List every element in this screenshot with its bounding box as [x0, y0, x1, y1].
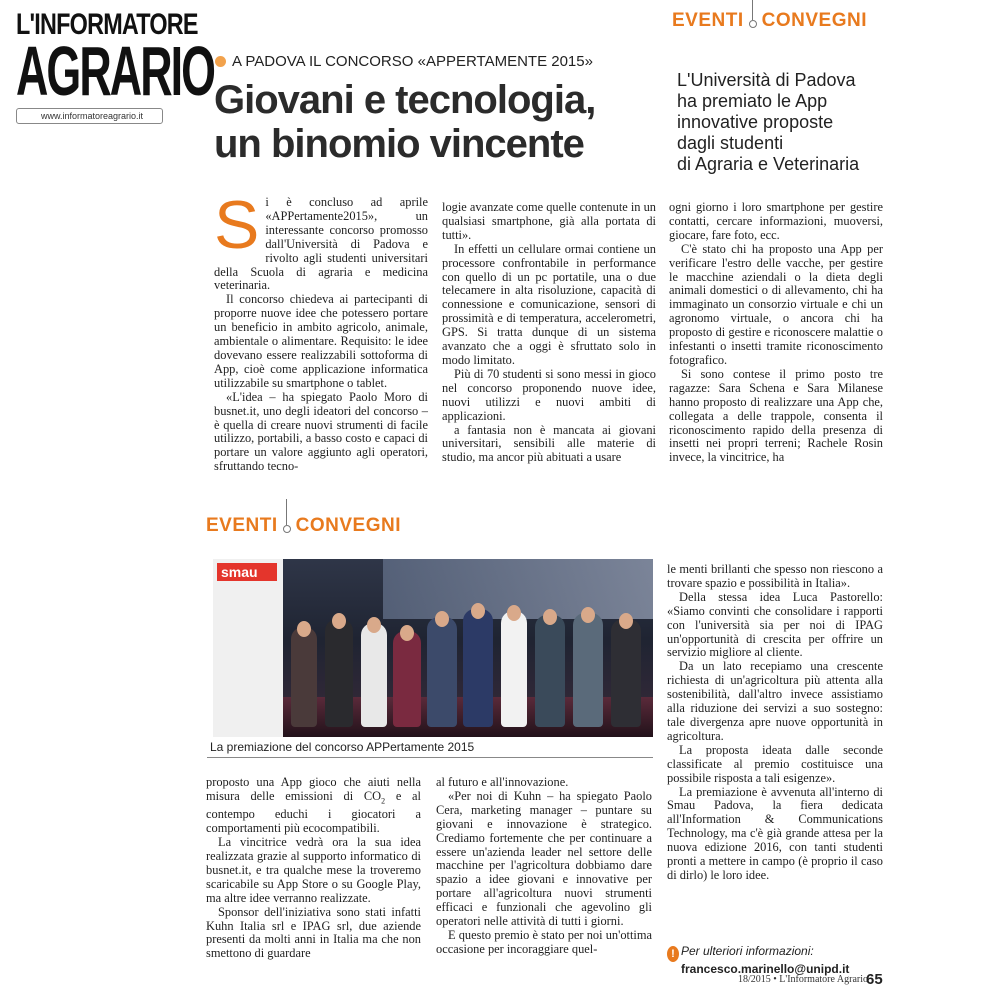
section-header-top: [672, 10, 867, 32]
photo-person: [393, 631, 421, 727]
paragraph: i è concluso ad aprile «APPertamente2015», un interessante concorso promosso dall'Università di Padova e rivolto agli studenti universitari della Scuola di agraria e medicina veterinaria.: [214, 195, 428, 293]
paragraph: La proposta ideata dalle seconde classificate al premio costituisce una possibile risposta a tali esigenze».: [667, 742, 883, 785]
more-info-label: Per ulteriori informazioni:: [681, 944, 814, 958]
photo-person: [361, 623, 387, 727]
section-label-eventi: EVENTI: [672, 10, 744, 31]
photo-person: [463, 609, 493, 727]
photo-person: [291, 627, 317, 727]
section-divider-icon: [746, 16, 760, 26]
award-ceremony-photo: [213, 559, 653, 737]
photo-person: [611, 619, 641, 727]
photo-person-head: [471, 603, 485, 619]
bottom-column-2: [436, 776, 652, 957]
paragraph-part: proposto una App gioco che aiuti nella misura delle emissioni di CO: [206, 775, 421, 803]
paragraph: ogni giorno i loro smartphone per gestire contatti, cercare informazioni, muoversi, giocare, fare foto, ecc.: [669, 200, 883, 242]
deck-line-2: ha premiato le App: [677, 91, 828, 111]
paragraph: [206, 776, 421, 836]
photo-person-head: [619, 613, 633, 629]
drop-cap: S: [214, 187, 260, 263]
kicker-text: A PADOVA IL CONCORSO «APPERTAMENTE 2015»: [232, 53, 593, 70]
paragraph: a fantasia non è mancata ai giovani universitari, sensibili alle materie di studio, ma ancor più abituati a usare: [442, 422, 656, 465]
top-column-3: [669, 201, 883, 465]
more-info-box: [667, 944, 849, 976]
headline: [214, 78, 654, 166]
photo-person: [427, 617, 457, 727]
smau-logo: smau: [217, 563, 277, 581]
deck-line-1: L'Università di Padova: [677, 70, 856, 90]
top-column-1: [214, 187, 428, 474]
contact-email-link[interactable]: francesco.marinello@unipd.it: [681, 962, 850, 976]
right-column: [667, 563, 883, 883]
photo-person: [573, 613, 603, 727]
logo-top-text: L'INFORMATORE: [16, 8, 198, 41]
paragraph: Si sono contese il primo posto tre ragazze: Sara Schena e Sara Milanese hanno proposto di realizzare una App che, collegata a delle trappole, consenta il riconoscimento rapido della presenza di insetti nei propri terreni; Rachele Rosin invece, la vincitrice, ha: [669, 366, 883, 465]
photo-person-head: [367, 617, 381, 633]
paragraph: Della stessa idea Luca Pastorello: «Siamo convinti che consolidare i rapporti con l'università sia per noi di IPAG un'opportunità di crescita per offrire un servizio migliore al cliente.: [667, 589, 883, 660]
caption-divider: [207, 757, 653, 758]
paragraph: C'è stato chi ha proposto una App per verificare l'estro delle vacche, per gestire le macchine aziendali o la dieta degli animali domestici o di allevamento, chi ha immaginato un consorzio virtuale e chi un agronomo virtuale, o ancora chi ha proposto di gestire e riconoscere malattie o infestanti o insetti tramite riconoscimento fotografico.: [669, 241, 883, 367]
paragraph: Da un lato recepiamo una crescente richiesta di un'agricoltura più attenta alla sostenibilità, dall'altro invece assistiamo alla riduzione dei servizi a suo sostegno: tale divergenza apre nuove opportunità in agricoltura.: [667, 659, 883, 743]
paragraph: Il concorso chiedeva ai partecipanti di proporre nuove idee che potessero portare un beneficio in ambito agricolo, animale, ambientale o alimentare. Requisito: le idee dovevano essere realizzabili sottoforma di App, cioè come applicazione informatica utilizzabile su smartphone o tablet.: [214, 292, 428, 390]
photo-person-head: [297, 621, 311, 637]
logo-url[interactable]: www.informatoreagrario.it: [16, 108, 163, 124]
photo-person-head: [400, 625, 414, 641]
section-label-eventi: EVENTI: [206, 515, 278, 536]
paragraph: al futuro e all'innovazione.: [436, 775, 569, 789]
photo-caption: La premiazione del concorso APPertamente 2015: [210, 740, 475, 754]
section-header-middle: [206, 515, 401, 537]
photo-person: [325, 619, 353, 727]
photo-person-head: [435, 611, 449, 627]
bottom-column-1: [206, 776, 421, 961]
paragraph: «L'idea – ha spiegato Paolo Moro di busnet.it, uno degli ideatori del concorso – è quella di creare nuovi strumenti di facile utilizzo, portabili, a basso costo e capaci di portare un valore aggiunto agli operatori, sfruttando tecno-: [214, 389, 428, 474]
section-label-convegni: CONVEGNI: [761, 10, 867, 31]
section-label-convegni: CONVEGNI: [295, 515, 401, 536]
photo-person: [535, 615, 565, 727]
deck-line-4: dagli studenti: [677, 133, 784, 153]
paragraph: logie avanzate come quelle contenute in un qualsiasi smartphone, già alla portata di tutti».: [442, 200, 656, 242]
deck-line-5: di Agraria e Veterinaria: [677, 154, 860, 174]
photo-banner: [213, 559, 283, 737]
issue-footer: 18/2015 • L'Informatore Agrario: [738, 974, 868, 985]
paragraph: In effetti un cellulare ormai contiene un processore confrontabile in performance con quello di un pc portatile, una o due telecamere in alta risoluzione, capacità di connessione e comunicazione, sensori di prossimità e di temperatura, accelerometri, GPS. Si tratta dunque di un sistema avanzato che a oggi è sfruttato solo in modo limitato.: [442, 241, 656, 367]
paragraph: La premiazione è avvenuta all'interno di Smau Padova, la fiera dedicata all'Information & Communications Technology, ma c'è già grande attesa per la nuova edizione 2016, con tanti studenti pronti a mettere in campo (è proprio il caso di dirlo) le loro idee.: [667, 784, 883, 882]
headline-line-2: un binomio vincente: [214, 122, 584, 166]
deck-line-3: innovative proposte: [677, 112, 834, 132]
paragraph: le menti brillanti che spesso non riescono a trovare spazio e possibilità in Italia».: [667, 562, 883, 590]
top-column-2: [442, 201, 656, 465]
publication-logo: [16, 8, 215, 124]
paragraph-part: e al contempo educhi i giocatori a comportamenti più ecocompatibili.: [206, 788, 422, 836]
photo-person-head: [543, 609, 557, 625]
logo-bottom-text: AGRARIO: [16, 32, 215, 110]
page-number: 65: [866, 971, 883, 988]
info-exclamation-icon: !: [667, 946, 679, 962]
kicker: [215, 53, 593, 70]
paragraph: E questo premio è stato per noi un'ottima occasione per incoraggiare quel-: [436, 927, 652, 956]
photo-person-head: [332, 613, 346, 629]
photo-person: [501, 611, 527, 727]
paragraph: Sponsor dell'iniziativa sono stati infatti Kuhn Italia srl e IPAG srl, due aziende presenti da molti anni in Italia ma che non smettono di guardare: [206, 904, 421, 961]
section-divider-icon: [280, 521, 294, 531]
co2-subscript: 2: [381, 796, 386, 806]
headline-line-1: Giovani e tecnologia,: [214, 78, 596, 122]
paragraph: Più di 70 studenti si sono messi in gioco nel concorso proponendo nuove idee, nuovi utilizzi e nuovi ambiti di applicazioni.: [442, 366, 656, 423]
photo-person-head: [581, 607, 595, 623]
photo-person-head: [507, 605, 521, 621]
deck: [677, 70, 917, 175]
paragraph: La vincitrice vedrà ora la sua idea realizzata grazie al supporto informatico di busnet.it, e tra qualche mese la troveremo scaricabile su App Store o su Google Play, ma altre idee verranno realizzate.: [206, 835, 421, 905]
paragraph: «Per noi di Kuhn – ha spiegato Paolo Cera, marketing manager – puntare su giovani e innovazione è strategico. Crediamo fortemente che per continuare a essere un'azienda leader nel settore delle macchine per l'agricoltura dobbiamo dare spazio a idee giovani e innovative per portare all'agricoltura nuovi strumenti efficaci e funzionali che agevolino gli operatori nelle attività di tutti i giorni.: [436, 788, 652, 929]
bullet-dot-icon: [215, 56, 226, 67]
